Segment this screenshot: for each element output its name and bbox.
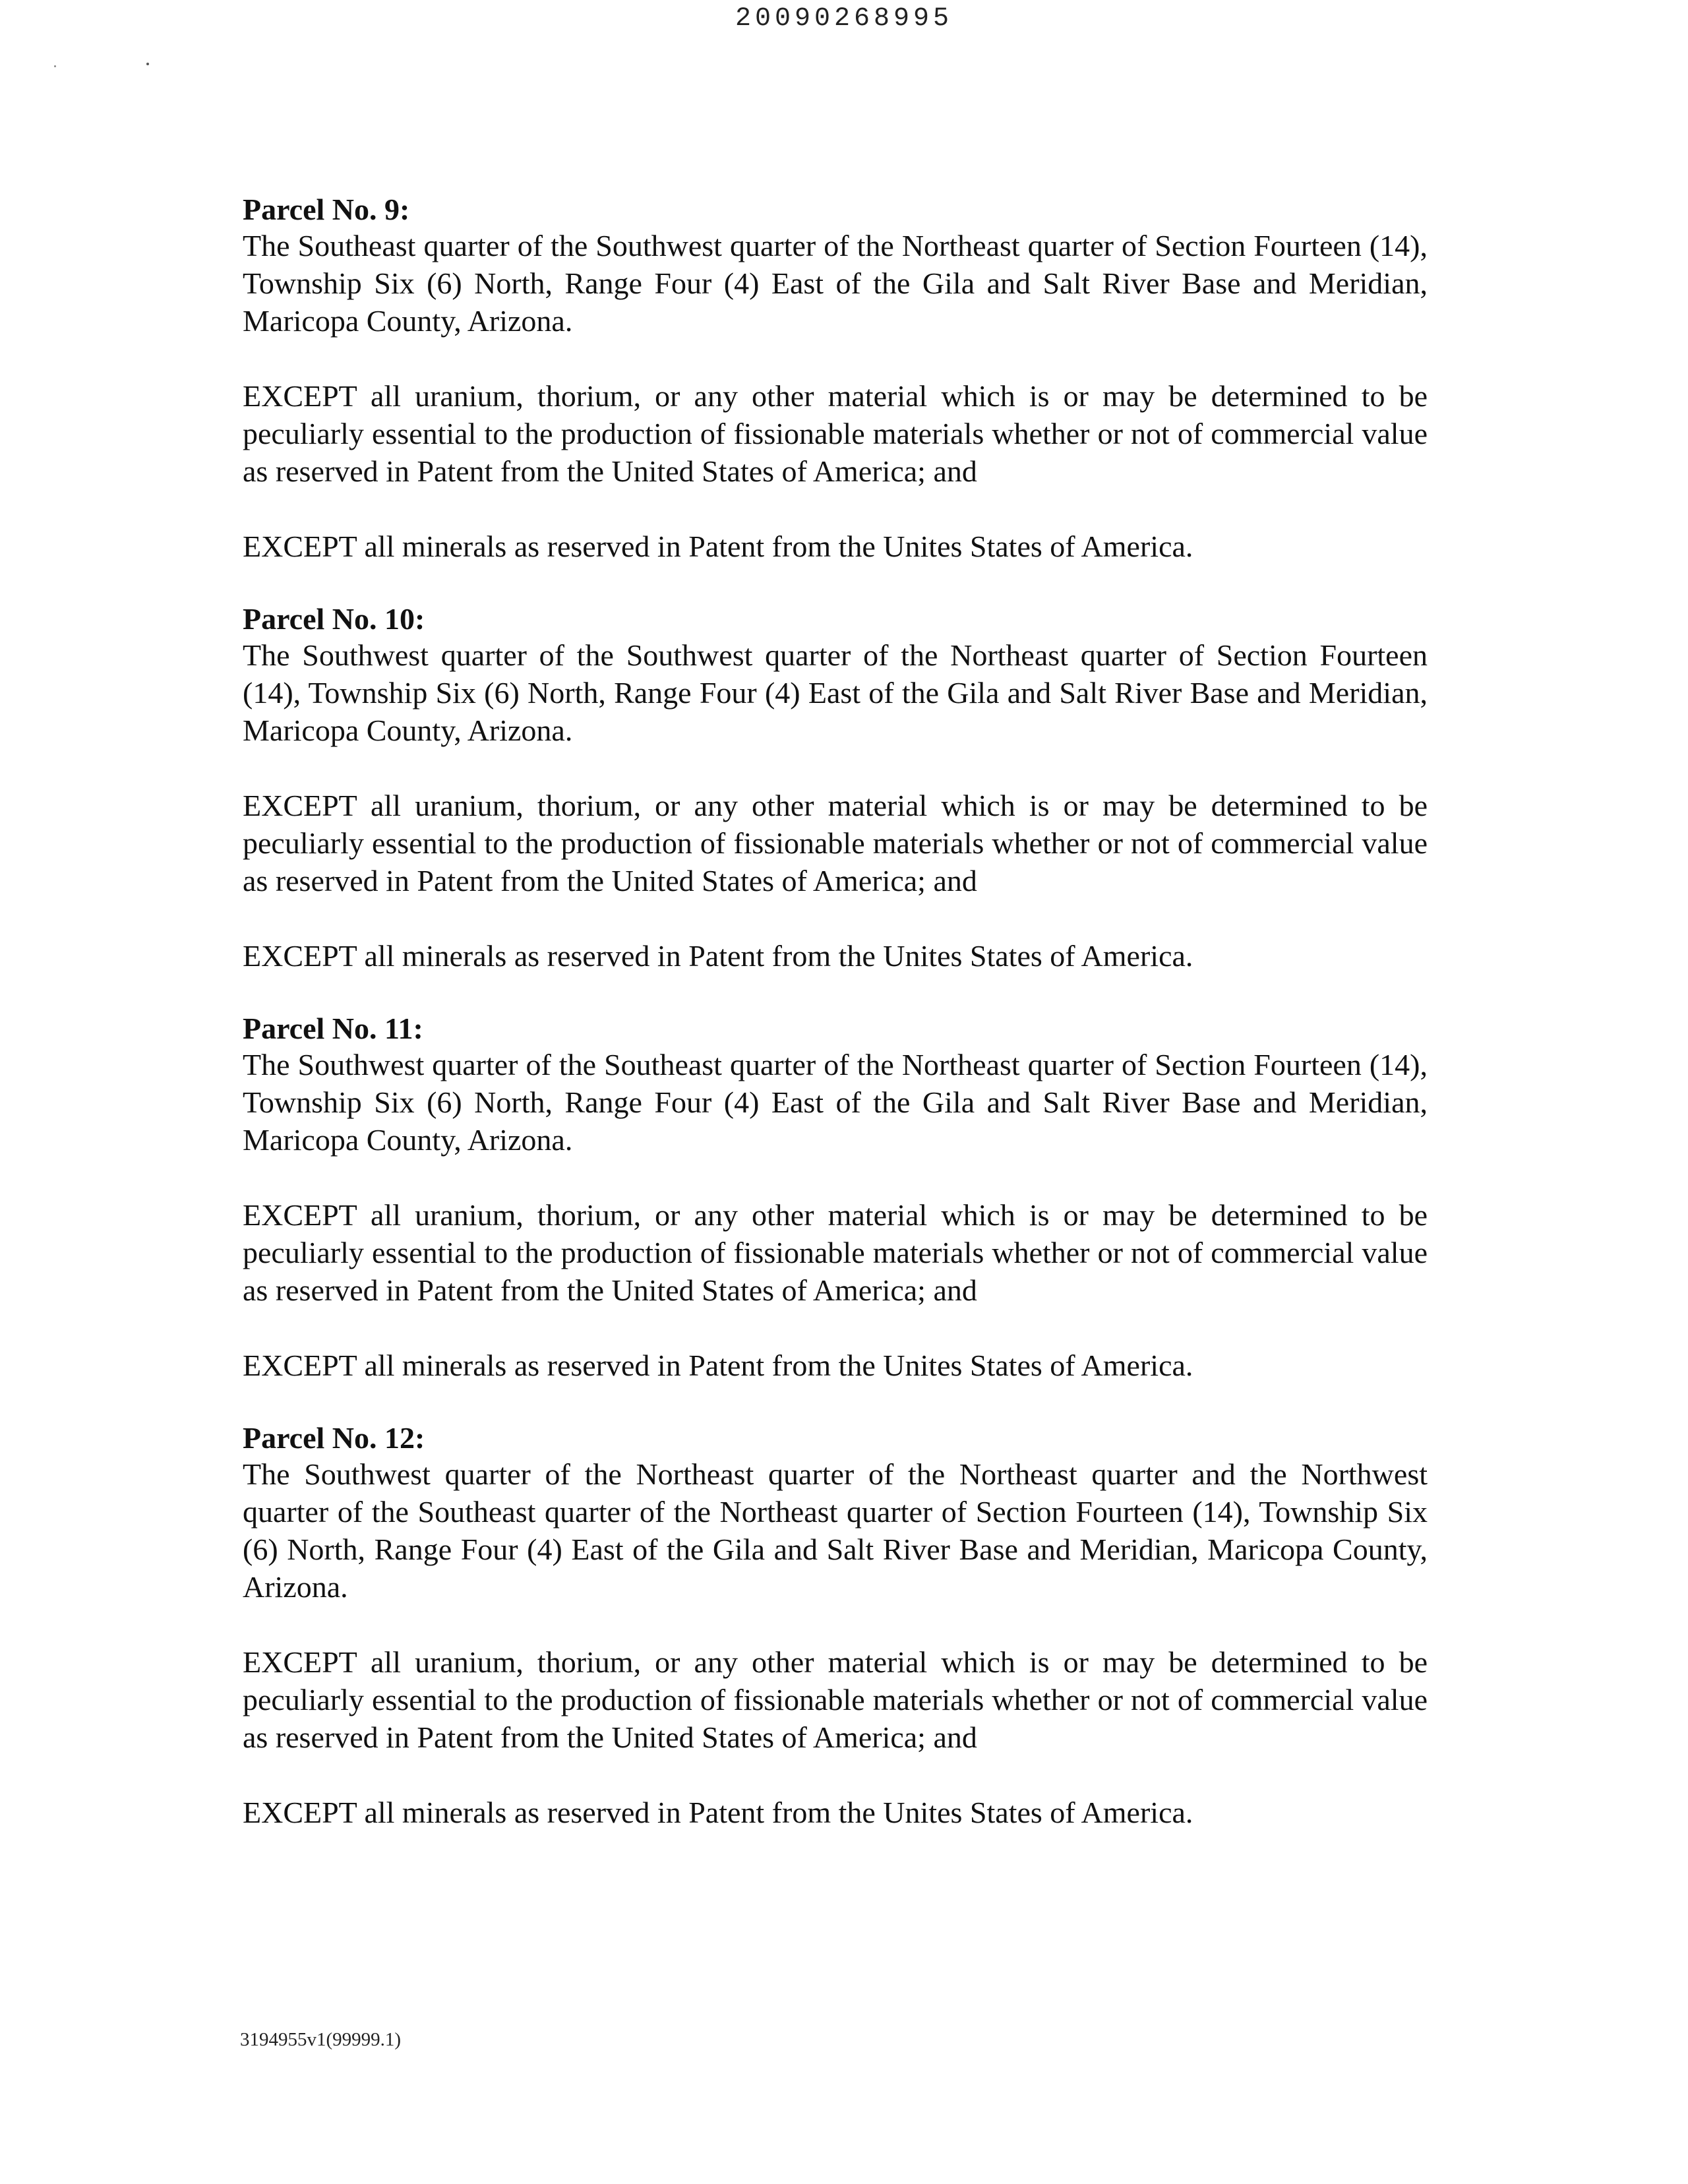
parcel-heading: Parcel No. 12: (243, 1421, 425, 1455)
parcel-heading: Parcel No. 10: (243, 602, 425, 636)
parcel-exception-uranium: EXCEPT all uranium, thorium, or any other material which is or may be determined to be peculiarly essential to the production of fissionable materials whether or not of commercial value as reserved in Patent from the United States of America; and (243, 379, 1428, 488)
parcel-description: The Southeast quarter of the Southwest quarter of the Northeast quarter of Section Fourteen (14), Township Six (6) North, Range Four (4) East of the Gila and Salt River Base and Meridian, Maricopa County, Arizona. (243, 229, 1428, 338)
parcel-exception-minerals: EXCEPT all minerals as reserved in Patent from the Unites States of America. (243, 1349, 1193, 1382)
scan-speck (54, 65, 56, 67)
parcel-description: The Southwest quarter of the Southwest quarter of the Northeast quarter of Section Fourteen (14), Township Six (6) North, Range Four (4) East of the Gila and Salt River Base and Meridian, Maricopa County, Arizona. (243, 638, 1428, 747)
parcel-12 (243, 1421, 1428, 1831)
parcel-description: The Southwest quarter of the Southeast quarter of the Northeast quarter of Section Fourteen (14), Township Six (6) North, Range Four (4) East of the Gila and Salt River Base and Meridian, Maricopa County, Arizona. (243, 1048, 1428, 1157)
recording-number: 20090268995 (735, 4, 953, 34)
parcel-exception-minerals: EXCEPT all minerals as reserved in Patent from the Unites States of America. (243, 1796, 1193, 1829)
parcel-exception-uranium: EXCEPT all uranium, thorium, or any other material which is or may be determined to be peculiarly essential to the production of fissionable materials whether or not of commercial value as reserved in Patent from the United States of America; and (243, 1645, 1428, 1754)
parcel-10 (243, 602, 1428, 975)
parcel-heading: Parcel No. 11: (243, 1012, 423, 1045)
parcel-exception-minerals: EXCEPT all minerals as reserved in Patent from the Unites States of America. (243, 530, 1193, 563)
scan-speck (146, 63, 149, 65)
parcel-exception-uranium: EXCEPT all uranium, thorium, or any other material which is or may be determined to be peculiarly essential to the production of fissionable materials whether or not of commercial value as reserved in Patent from the United States of America; and (243, 789, 1428, 897)
parcel-11 (243, 1012, 1428, 1384)
parcel-9 (243, 193, 1428, 565)
footer-document-id: 3194955v1(99999.1) (240, 2029, 402, 2050)
parcel-exception-minerals: EXCEPT all minerals as reserved in Patent from the Unites States of America. (243, 939, 1193, 973)
parcel-description: The Southwest quarter of the Northeast quarter of the Northeast quarter and the Northwest quarter of the Southeast quarter of the Northeast quarter of Section Fourteen (14), Township Six (6) North, Range Four (4) East of the Gila and Salt River Base and Meridian, Maricopa County, Arizona. (243, 1457, 1428, 1604)
document-body (243, 193, 1428, 1868)
parcel-exception-uranium: EXCEPT all uranium, thorium, or any other material which is or may be determined to be peculiarly essential to the production of fissionable materials whether or not of commercial value as reserved in Patent from the United States of America; and (243, 1198, 1428, 1307)
parcel-heading: Parcel No. 9: (243, 193, 410, 226)
